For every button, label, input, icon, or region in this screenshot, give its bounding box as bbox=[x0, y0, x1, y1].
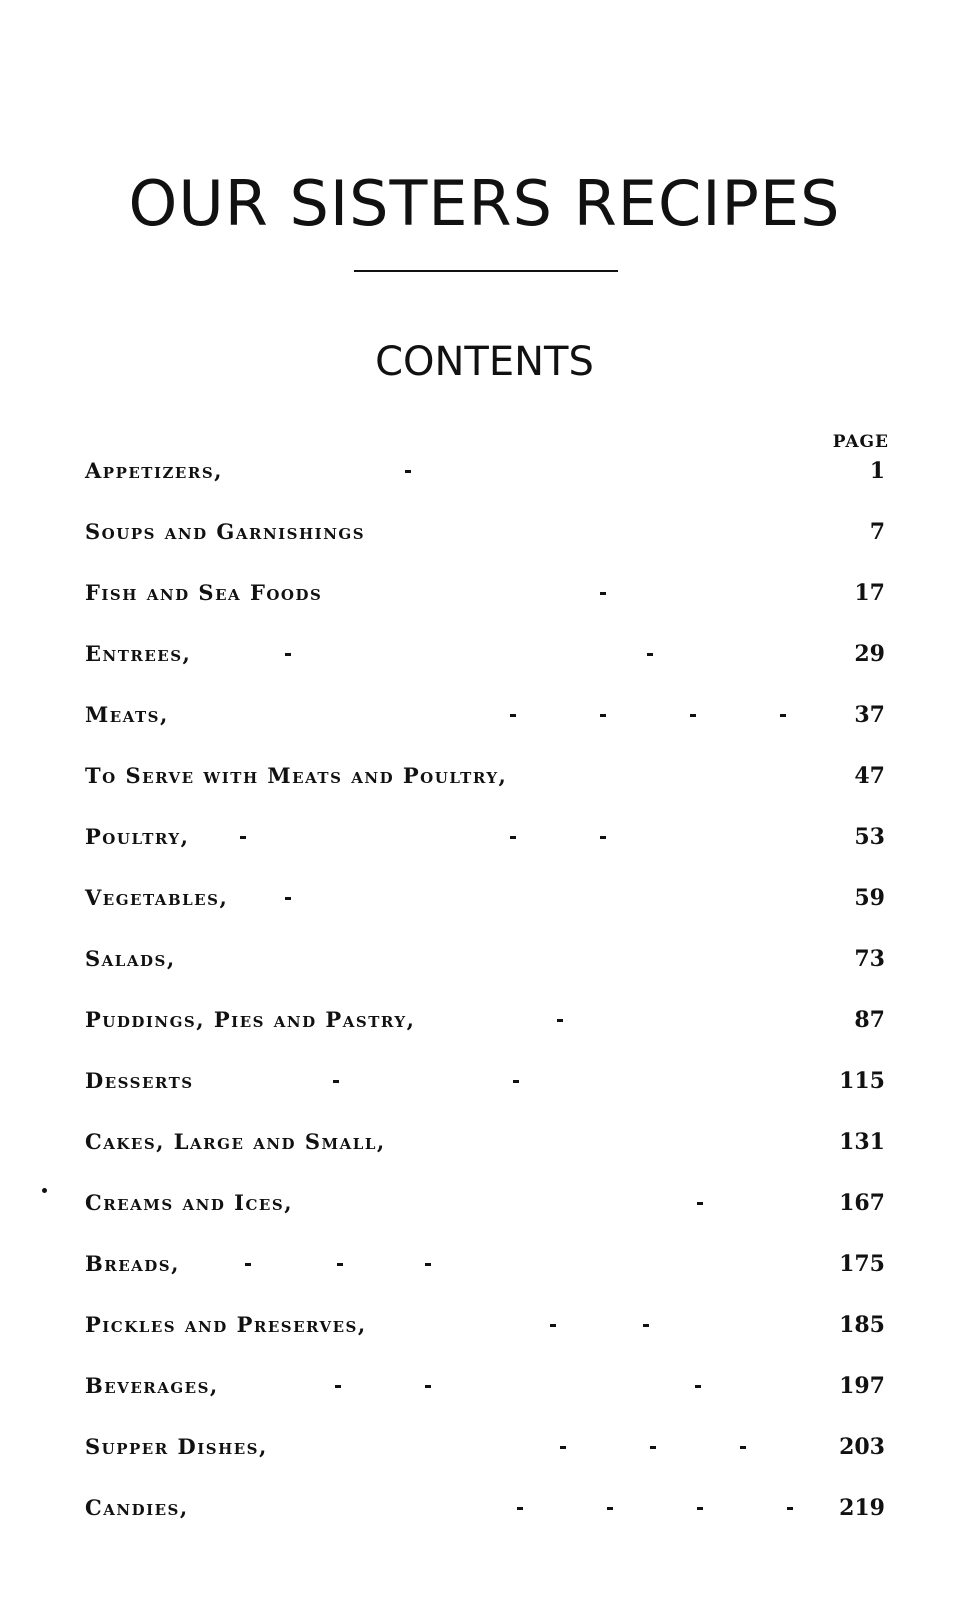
leader-dot bbox=[697, 1202, 703, 1205]
toc-entry-label: Desserts bbox=[85, 1068, 194, 1093]
toc-entry-page: 59 bbox=[854, 885, 885, 911]
toc-entry-page: 203 bbox=[839, 1434, 885, 1460]
toc-entry-page: 87 bbox=[854, 1007, 885, 1033]
leader-dot bbox=[740, 1446, 746, 1449]
toc-entry-label: Soups and Garnishings bbox=[85, 519, 366, 544]
toc-entry-label: Meats, bbox=[85, 702, 169, 727]
toc-entry-fish[interactable] bbox=[85, 577, 885, 617]
toc-entry-soups[interactable] bbox=[85, 516, 885, 556]
toc-entry-poultry[interactable] bbox=[85, 821, 885, 861]
book-title: OUR SISTERS RECIPES bbox=[128, 167, 841, 240]
toc-entry-candies[interactable] bbox=[85, 1492, 885, 1532]
leader-dot bbox=[510, 836, 516, 839]
leader-dot bbox=[600, 592, 606, 595]
leader-dot bbox=[695, 1385, 701, 1388]
toc-entry-page: 175 bbox=[839, 1251, 885, 1277]
toc-entry-page: 185 bbox=[839, 1312, 885, 1338]
leader-dot bbox=[550, 1324, 556, 1327]
leader-dot bbox=[510, 714, 516, 717]
toc-entry-entrees[interactable] bbox=[85, 638, 885, 678]
toc-entry-label: Fish and Sea Foods bbox=[85, 580, 323, 605]
toc-entry-label: To Serve with Meats and Poultry, bbox=[85, 763, 508, 788]
leader-dot bbox=[513, 1080, 519, 1083]
toc-entry-label: Cakes, Large and Small, bbox=[85, 1129, 386, 1154]
toc-entry-cakes[interactable] bbox=[85, 1126, 885, 1166]
toc-entry-label: Creams and Ices, bbox=[85, 1190, 294, 1215]
leader-dot bbox=[405, 470, 411, 473]
toc-entry-page: 131 bbox=[839, 1129, 885, 1155]
toc-entry-page: 7 bbox=[869, 519, 885, 545]
leader-dot bbox=[560, 1446, 566, 1449]
toc-entry-label: Puddings, Pies and Pastry, bbox=[85, 1007, 416, 1032]
leader-dot bbox=[517, 1507, 523, 1510]
toc-entry-page: 1 bbox=[869, 458, 885, 484]
toc-entry-vegetables[interactable] bbox=[85, 882, 885, 922]
toc-entry-supper-dishes[interactable] bbox=[85, 1431, 885, 1471]
toc-entry-label: Beverages, bbox=[85, 1373, 219, 1398]
leader-dot bbox=[607, 1507, 613, 1510]
toc-entry-label: Poultry, bbox=[85, 824, 190, 849]
toc-entry-label: Salads, bbox=[85, 946, 176, 971]
toc-entry-desserts[interactable] bbox=[85, 1065, 885, 1105]
toc-entry-page: 17 bbox=[854, 580, 885, 606]
toc-entry-appetizers[interactable] bbox=[85, 455, 885, 495]
toc-entry-page: 29 bbox=[854, 641, 885, 667]
toc-entry-beverages[interactable] bbox=[85, 1370, 885, 1410]
leader-dot bbox=[600, 836, 606, 839]
leader-dot bbox=[643, 1324, 649, 1327]
toc-entry-meats[interactable] bbox=[85, 699, 885, 739]
leader-dot bbox=[335, 1385, 341, 1388]
leader-dot bbox=[425, 1263, 431, 1266]
leader-dot bbox=[245, 1263, 251, 1266]
toc-entry-page: 37 bbox=[854, 702, 885, 728]
toc-entry-label: Supper Dishes, bbox=[85, 1434, 268, 1459]
toc-entry-label: Pickles and Preserves, bbox=[85, 1312, 367, 1337]
leader-dot bbox=[600, 714, 606, 717]
leader-dot bbox=[425, 1385, 431, 1388]
toc-entry-page: 73 bbox=[854, 946, 885, 972]
leader-dot bbox=[557, 1019, 563, 1022]
leader-dot bbox=[787, 1507, 793, 1510]
leader-dot bbox=[780, 714, 786, 717]
leader-dot bbox=[690, 714, 696, 717]
ink-speck bbox=[42, 1188, 47, 1193]
toc-entry-page: 197 bbox=[839, 1373, 885, 1399]
toc-entry-puddings[interactable] bbox=[85, 1004, 885, 1044]
toc-entry-to-serve[interactable] bbox=[85, 760, 885, 800]
leader-dot bbox=[697, 1507, 703, 1510]
toc-entry-pickles[interactable] bbox=[85, 1309, 885, 1349]
contents-heading: CONTENTS bbox=[375, 339, 594, 385]
page-column-label: PAGE bbox=[832, 432, 889, 452]
toc-entry-label: Appetizers, bbox=[85, 458, 223, 483]
leader-dot bbox=[285, 653, 291, 656]
toc-entry-creams[interactable] bbox=[85, 1187, 885, 1227]
toc-entry-breads[interactable] bbox=[85, 1248, 885, 1288]
toc-entry-label: Breads, bbox=[85, 1251, 180, 1276]
leader-dot bbox=[650, 1446, 656, 1449]
toc-entry-page: 47 bbox=[854, 763, 885, 789]
toc-entry-salads[interactable] bbox=[85, 943, 885, 983]
toc-entry-label: Vegetables, bbox=[85, 885, 229, 910]
leader-dot bbox=[240, 836, 246, 839]
toc-entry-page: 167 bbox=[839, 1190, 885, 1216]
toc-entry-label: Candies, bbox=[85, 1495, 189, 1520]
leader-dot bbox=[647, 653, 653, 656]
toc-entry-page: 219 bbox=[839, 1495, 885, 1521]
leader-dot bbox=[285, 897, 291, 900]
leader-dot bbox=[337, 1263, 343, 1266]
toc-entry-page: 115 bbox=[839, 1068, 885, 1094]
toc-entry-page: 53 bbox=[854, 824, 885, 850]
leader-dot bbox=[333, 1080, 339, 1083]
toc-entry-label: Entrees, bbox=[85, 641, 192, 666]
